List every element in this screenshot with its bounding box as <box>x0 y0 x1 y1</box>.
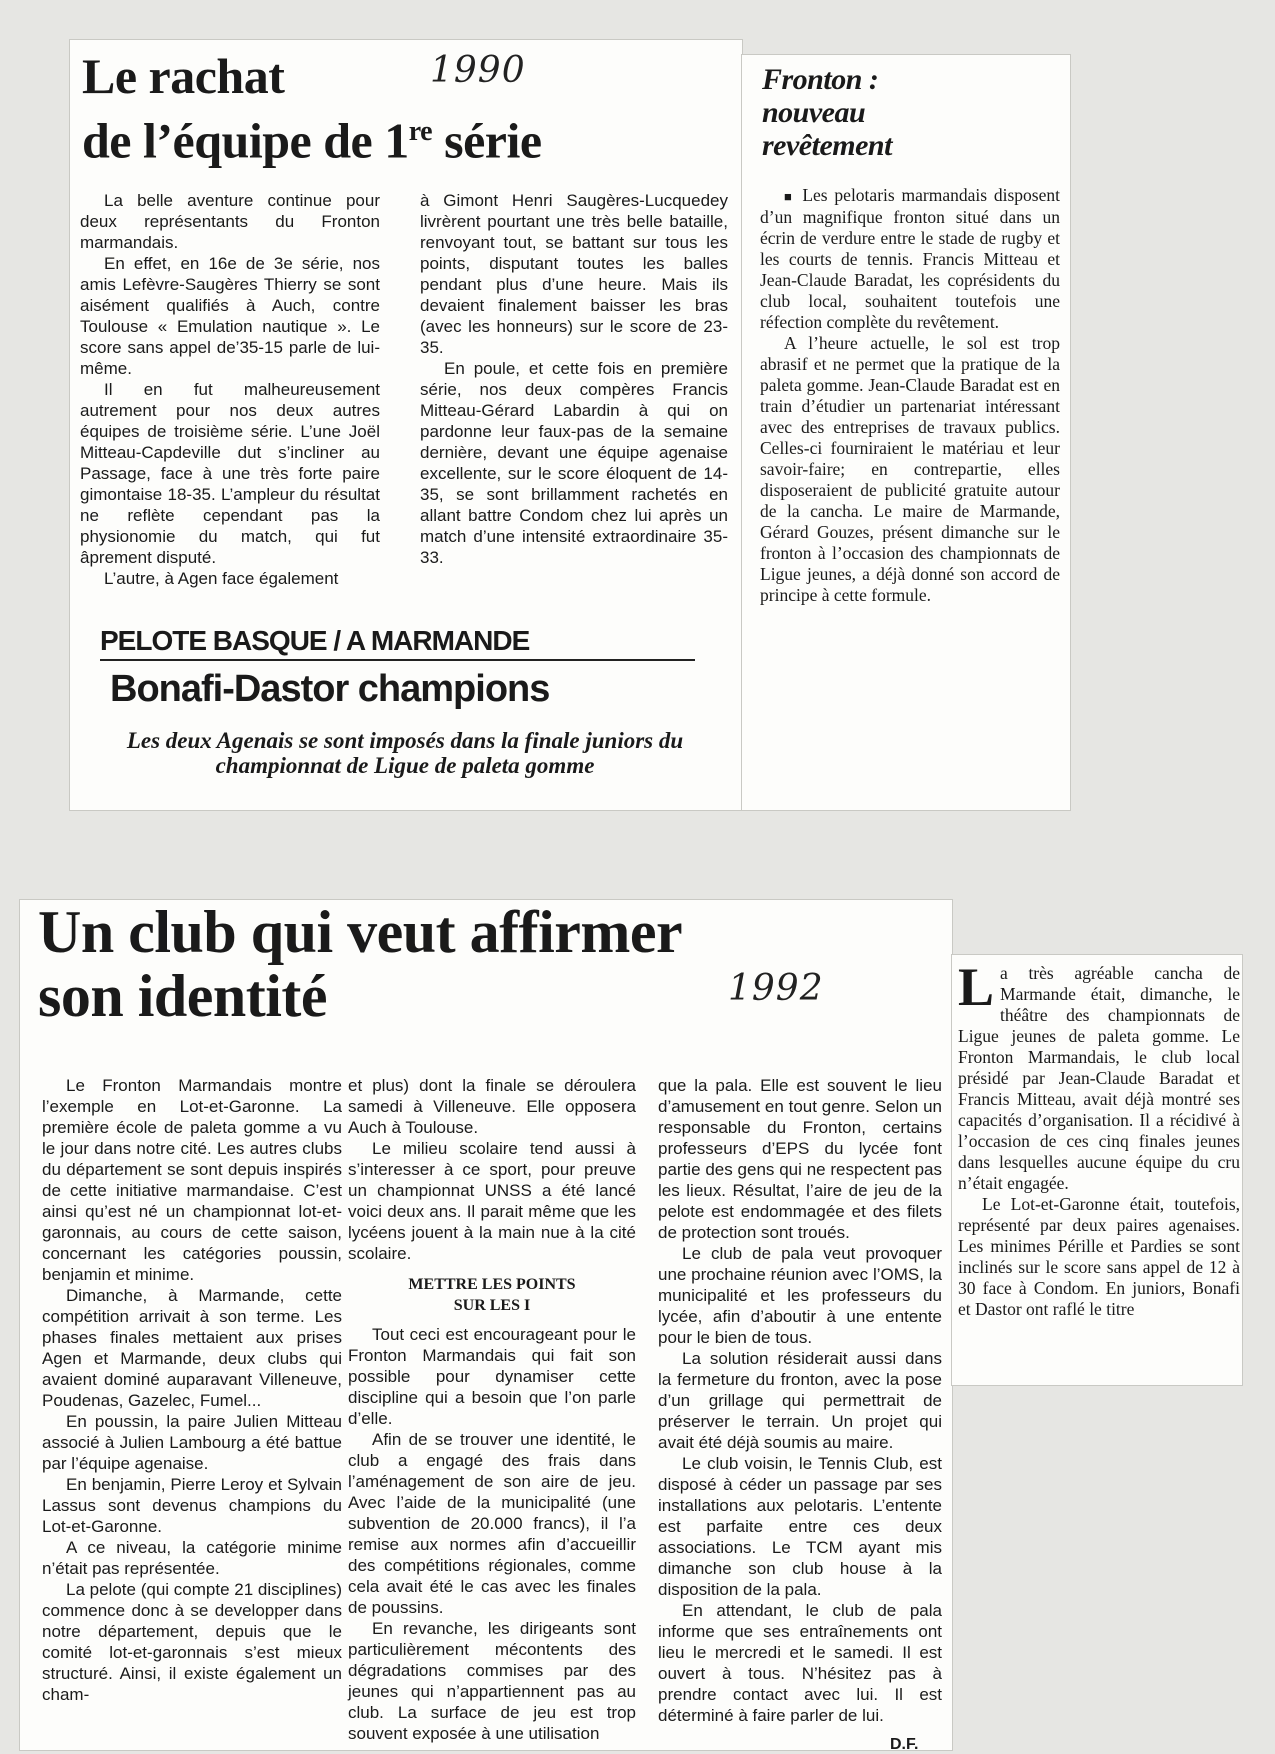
paragraph: Dimanche, à Marmande, cette compétition arrivait à son terme. Les phases finales mettaient aux prises Agen et Marmande, deux clubs qui avaient dominé auparavant Villeneuve, Poudenas, Gazelec, Fumel... <box>42 1286 342 1410</box>
article-column-2 <box>348 1075 636 1744</box>
headline-line-2: son identité <box>38 963 328 1029</box>
headline-line-1: Le rachat <box>82 48 285 104</box>
paragraph: En attendant, le club de pala informe que ses entraînements ont lieu le mercredi et le samedi. Il est ouvert à tous. N’hésitez pas à prendre contact avec lui. Il est déterminé à faire parler de lui. <box>658 1601 942 1725</box>
paragraph: La pelote (qui compte 21 disciplines) commence donc à se developper dans notre département, depuis que le comité lot-et-garonnais s’est mieux structuré. Ainsi, il existe également un cham- <box>42 1580 342 1704</box>
paragraph: Le club voisin, le Tennis Club, est disposé à céder un passage par ses installations aux pelotaris. L’entente est parfaite entre ces deux associations. Le TCM ayant mis dimanche son club house à la disposition de la pala. <box>658 1454 942 1599</box>
paragraph: que la pala. Elle est souvent le lieu d’amusement en tout genre. Selon un responsable du Fronton, certains professeurs d’EPS du lycée font partie des gens qui ne respectent pas les lieux. Résultat, l’aire de jeu de la pelote est endommagée et des filets de protection sont troués. <box>658 1076 942 1242</box>
fronton-body <box>760 185 1060 606</box>
paragraph: Le club de pala veut provoquer une prochaine réunion avec l’OMS, la municipalité et les professeurs du lycée, afin d’aboutir à une entente pour le bien de tous. <box>658 1244 942 1347</box>
signature: D.F. <box>890 1736 919 1753</box>
clipping-1992 <box>20 899 952 1753</box>
square-bullet-icon: ■ <box>784 189 795 204</box>
paragraph: Le Fronton Marmandais montre l’exemple en Lot-et-Garonne. La première école de paleta gomme a vu le jour dans notre cité. Les autres clubs du département se sont depuis inspirés de cette initiative marmandaise. C’est ainsi qu’est né un championnat lot-et-garonnais, au cours de cette saison, concernant les catégories poussin, benjamin et minime. <box>42 1076 342 1284</box>
deck: Les deux Agenais se sont imposés dans la finale juniors du championnat de Ligue de paleta gomme <box>126 728 684 778</box>
paragraph: Le Lot-et-Garonne était, toutefois, représenté par deux paires agenaises. Les minimes Pérille et Pardies se sont inclinés sur le score sans appel de 12 à 30 face à Condom. En juniors, Bonafi et Dastor ont raflé le titre <box>958 1194 1240 1319</box>
sub-headline: Bonafi-Dastor champions <box>110 668 550 710</box>
paragraph: La belle aventure continue pour deux représentants du Fronton marmandais. <box>80 191 380 252</box>
article-column-2 <box>420 190 728 568</box>
subhead: METTRE LES POINTS SUR LES I <box>408 1276 576 1314</box>
kicker: PELOTE BASQUE / A MARMANDE <box>100 625 695 661</box>
paragraph: La solution résiderait aussi dans la fermeture du fronton, avec la pose d’un grillage qui permettrait de préserver le terrain. Un projet qui avait été déjà soumis au maire. <box>658 1349 942 1452</box>
article-column-3 <box>658 1075 942 1726</box>
handwritten-year-1990: 1990 <box>430 50 526 91</box>
paragraph: La très agréable cancha de Marmande était, dimanche, le théâtre des championnats de Ligue jeunes de paleta gomme. Le Fronton Marmandais, le club local présidé par Jean-Claude Baradat et Francis Mitteau, avait déjà montré ses capacités d’organisation. Il a récidivé à l’occasion de ces cinq finales jeunes dans lesquelles aucune équipe du cru n’était engagée. <box>958 957 1240 1193</box>
paragraph: En benjamin, Pierre Leroy et Sylvain Lassus sont devenus champions du Lot-et-Garonne. <box>42 1475 342 1536</box>
paragraph: et plus) dont la finale se déroulera samedi à Villeneuve. Elle opposera Auch à Toulouse. <box>348 1076 636 1137</box>
paragraph: En poule, et cette fois en première série, nos deux compères Francis Mitteau-Gérard Labardin à qui on pardonne leur faux-pas de la semaine dernière, devant une équipe agenaise excellente, sur le score éloquent de 14-35, se sont brillamment rachetés en allant battre Condom chez lui après un match d’une intensité extraordinaire 35-33. <box>420 359 728 567</box>
handwritten-year-1992: 1992 <box>728 968 824 1009</box>
paragraph: Afin de se trouver une identité, le club a engagé des frais dans l’aménagement de son aire de jeu. Avec l’aide de la municipalité (une subvention de 20.000 francs), il l’a remise aux normes afin d’accueillir des compétitions régionales, comme cela avait été le cas avec les finales de poussins. <box>348 1430 636 1617</box>
headline-line-2: de l’équipe de 1re série <box>82 112 542 169</box>
paragraph: En effet, en 16e de 3e série, nos amis Lefèvre-Saugères Thierry se sont aisément qualifiés à Auch, contre Toulouse « Emulation nautique ». Le score sans appel de’35-15 parle de lui-même. <box>80 254 380 378</box>
clipping-sidebar <box>952 955 1242 1385</box>
paragraph: En poussin, la paire Julien Mitteau associé à Julien Lambourg a été battue par l’équipe agenaise. <box>42 1412 342 1473</box>
paragraph: Le milieu scolaire tend aussi à s’interesser à ce sport, pour preuve un championnat UNSS a été lancé voici deux ans. Il parait même que les lycéens jouent à la main nue à la cité scolaire. <box>348 1139 636 1263</box>
drop-cap: L <box>958 957 995 1017</box>
article-column-1 <box>42 1075 342 1705</box>
paragraph: à Gimont Henri Saugères-Lucquedey livrèrent pourtant une très belle bataille, renvoyant tout, se battant sur tous les points, disputant toutes les balles pendant plus d’une heure. Mais ils devaient finalement baisser les bras (avec les honneurs) sur le score de 23-35. <box>420 191 728 357</box>
headline <box>38 900 682 1028</box>
clipping-fronton <box>742 55 1070 810</box>
clipping-1990 <box>70 40 742 810</box>
headline-line-1: Un club qui veut affirmer <box>38 899 683 965</box>
paragraph: Il en fut malheureusement autrement pour nos deux autres équipes de troisième série. L’une Joël Mitteau-Capdeville dut s’incliner au Passage, face à une très forte paire gimontaise 18-35. L’ampleur du résultat ne reflète cependant pas la physionomie du match, qui fut âprement disputé. <box>80 380 380 567</box>
paragraph: A l’heure actuelle, le sol est trop abrasif et ne permet que la pratique de la paleta gomme. Jean-Claude Baradat est en train d’étudier un partenariat intéressant avec des entreprises de travaux publics. Celles-ci fourniraient le matériau et leur savoir-faire; en contrepartie, elles disposeraient de publicité gratuite autour de la cancha. Le maire de Marmande, Gérard Gouzes, présent dimanche sur le fronton à l’occasion des championnats de Ligue jeunes, a déjà donné son accord de principe à cette formule. <box>760 333 1060 605</box>
paragraph: ■ Les pelotaris marmandais disposent d’un magnifique fronton situé dans un écrin de verdure entre le stade de rugby et les courts de tennis. Francis Mitteau et Jean-Claude Baradat, les coprésidents du club local, souhaitent toutefois une réfection complète du revêtement. <box>760 185 1061 332</box>
paragraph: L’autre, à Agen face également <box>104 569 339 588</box>
paragraph: Tout ceci est encourageant pour le Fronton Marmandais qui fait son possible pour dynamiser cette discipline qui a besoin que l’on parle d’elle. <box>348 1325 636 1428</box>
sidebar-body <box>958 957 1240 1320</box>
background-bleed-through <box>290 812 850 902</box>
article-column-1 <box>80 190 380 589</box>
paragraph: A ce niveau, la catégorie minime n’était pas représentée. <box>42 1538 342 1578</box>
paragraph: En revanche, les dirigeants sont particulièrement mécontents des dégradations commises par des jeunes qui n’appartiennent pas au club. La surface de jeu est trop souvent exposée à une utilisation <box>348 1619 636 1743</box>
fronton-headline: Fronton : nouveau revêtement <box>762 63 892 162</box>
